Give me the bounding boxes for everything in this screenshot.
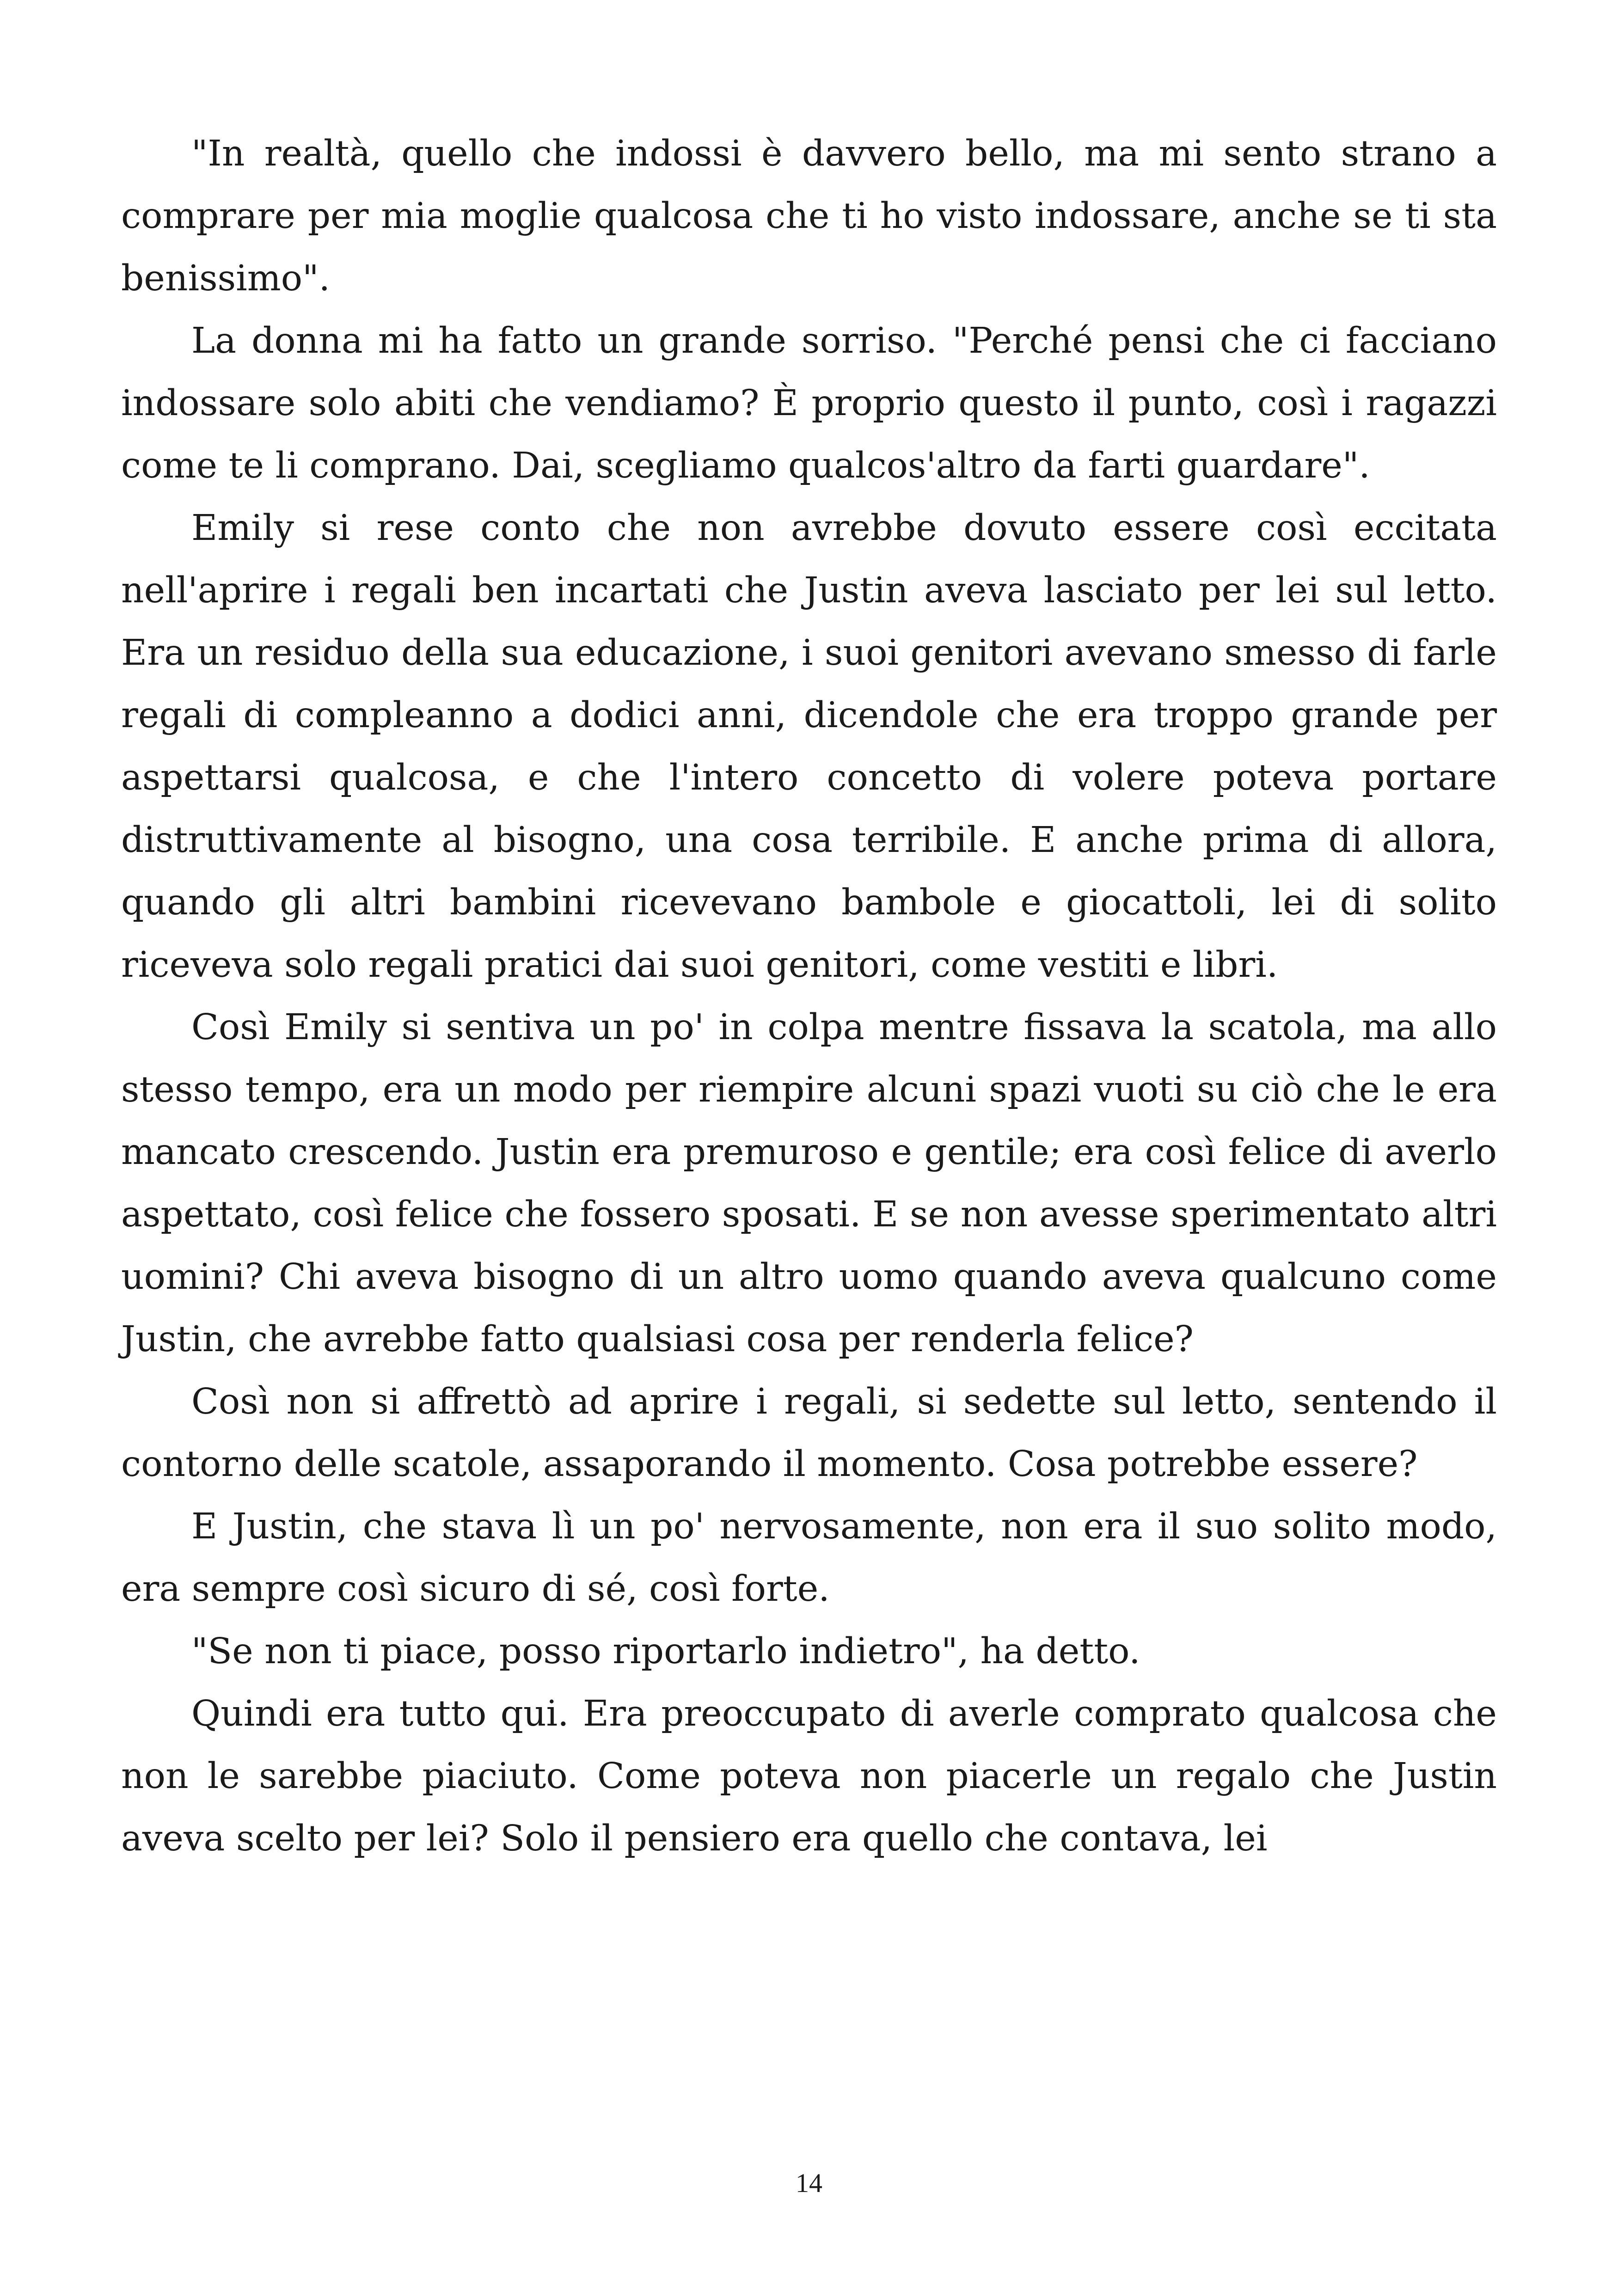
page-number: 14 <box>796 2168 822 2198</box>
paragraph: Così Emily si sentiva un po' in colpa mentre fissava la scatola, ma allo stesso tempo, era un modo per riempire alcuni spazi vuoti su ciò che le era mancato crescendo. Justin era premuroso e gentile; era così felice di averlo aspettato, così felice che fossero sposati. E se non avesse sperimentato altri uomini? Chi aveva bisogno di un altro uomo quando aveva qualcuno come Justin, che avrebbe fatto qualsiasi cosa per renderla felice? <box>121 1007 1497 1360</box>
paragraph: Così non si affrettò ad aprire i regali, si sedette sul letto, sentendo il contorno delle scatole, assaporando il momento. Cosa potrebbe essere? <box>121 1381 1497 1485</box>
paragraph: Quindi era tutto qui. Era preoccupato di averle comprato qualcosa che non le sarebbe piaciuto. Come poteva non piacerle un regalo che Justin aveva scelto per lei? Solo il pensiero era quello che contava, lei <box>121 1693 1497 1859</box>
paragraph: Emily si rese conto che non avrebbe dovuto essere così eccitata nell'aprire i regali ben incartati che Justin aveva lasciato per lei sul letto. Era un residuo della sua educazione, i suoi genitori avevano smesso di farle regali di compleanno a dodici anni, dicendole che era troppo grande per aspettarsi qualcosa, e che l'intero concetto di volere poteva portare distruttivamente al bisogno, una cosa terribile. E anche prima di allora, quando gli altri bambini ricevevano bambole e giocattoli, lei di solito riceveva solo regali pratici dai suoi genitori, come vestiti e libri. <box>121 508 1497 986</box>
paragraph: "Se non ti piace, posso riportarlo indietro", ha detto. <box>191 1631 1140 1672</box>
paragraph: "In realtà, quello che indossi è davvero bello, ma mi sento strano a comprare per mia moglie qualcosa che ti ho visto indossare, anche se ti sta benissimo". <box>121 133 1497 299</box>
paragraph: La donna mi ha fatto un grande sorriso. "Perché pensi che ci facciano indossare solo abiti che vendiamo? È proprio questo il punto, così i ragazzi come te li comprano. Dai, scegliamo qualcos'altro da farti guardare". <box>121 320 1497 486</box>
body-text <box>121 122 1497 1870</box>
paragraph: E Justin, che stava lì un po' nervosamente, non era il suo solito modo, era sempre così sicuro di sé, così forte. <box>121 1506 1497 1610</box>
